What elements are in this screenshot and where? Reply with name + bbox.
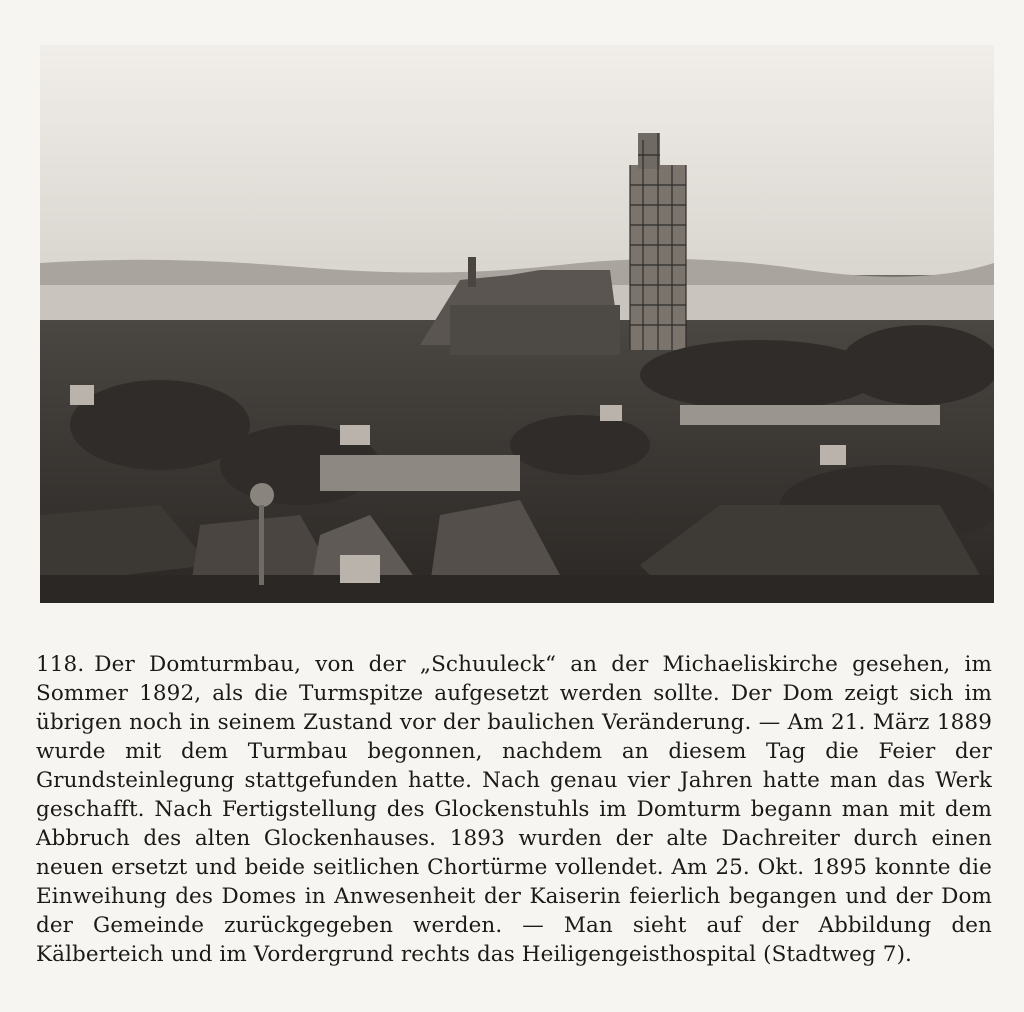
figure-caption bbox=[36, 650, 992, 969]
sky bbox=[40, 45, 994, 275]
cathedral-nave bbox=[450, 305, 620, 355]
cathedral-town-photo bbox=[40, 45, 994, 603]
river bbox=[680, 405, 940, 425]
caption-text: Der Domturmbau, von der „Schuuleck“ an der Michaeliskirche gesehen, im Sommer 1892, als die Turmspitze aufgesetzt werden sollte. Der Dom zeigt sich im übrigen noch in seinem Zustand vor der baulichen Veränderung. — Am 21. März 1889 wurde mit dem Turmbau begonnen, nachdem an diesem Tag die Feier der Grundsteinlegung stattgefunden hatte. Nach genau vier Jahren hatte man das Werk geschafft. Nach Fertigstellung des Glockenstuhls im Domturm begann man mit dem Abbruch des alten Glockenhauses. 1893 wurden der alte Dachreiter durch einen neuen ersetzt und beide seitlichen Chortürme vollendet. Am 25. Okt. 1895 konnte die Einweihung des Domes in Anwesenheit der Kaiserin feierlich begangen und der Dom der Gemeinde zurückgegeben werden. — Man sieht auf der Abbildung den Kälberteich und im Vordergrund rechts das Heiligengeisthospital (Stadtweg 7). bbox=[36, 651, 992, 967]
small-dome bbox=[250, 483, 274, 507]
cathedral-spire-small bbox=[468, 257, 476, 287]
cathedral-tower-scaffolding bbox=[630, 133, 686, 350]
pole bbox=[259, 505, 264, 585]
historic-photo bbox=[40, 45, 994, 603]
pond bbox=[320, 455, 520, 491]
figure-number: 118. bbox=[36, 651, 85, 677]
